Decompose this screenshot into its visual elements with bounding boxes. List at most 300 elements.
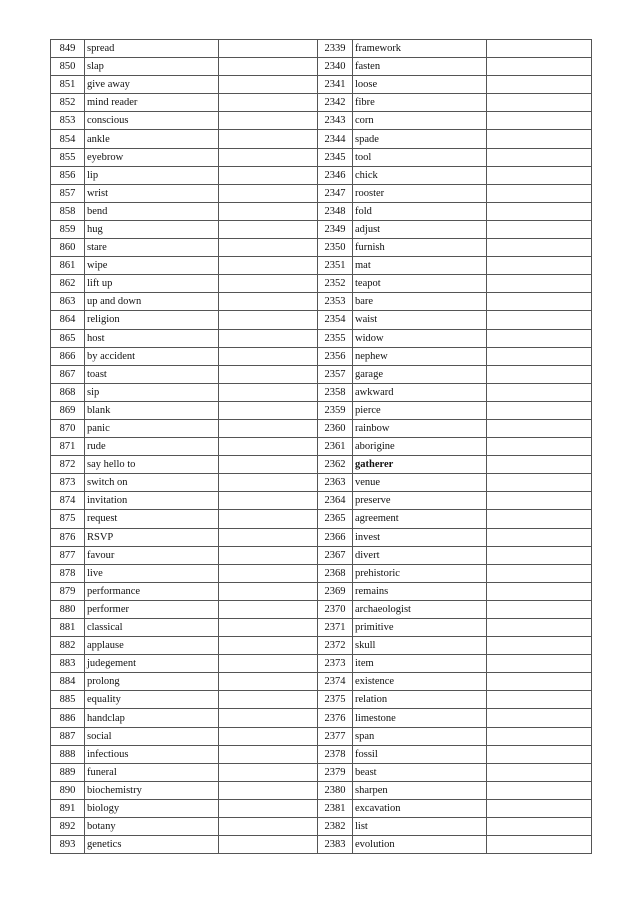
- left-word-cell: panic: [85, 419, 219, 437]
- right-word-cell: rainbow: [353, 419, 487, 437]
- left-number-cell: 886: [51, 709, 85, 727]
- left-number-cell: 891: [51, 799, 85, 817]
- right-number-cell: 2382: [318, 818, 353, 836]
- left-word-cell: conscious: [85, 112, 219, 130]
- left-word-cell: ankle: [85, 130, 219, 148]
- table-row: [51, 510, 592, 528]
- left-blank-cell: [219, 655, 318, 673]
- right-word-cell: span: [353, 727, 487, 745]
- left-blank-cell: [219, 347, 318, 365]
- left-word-cell: judegement: [85, 655, 219, 673]
- left-blank-cell: [219, 727, 318, 745]
- left-blank-cell: [219, 836, 318, 854]
- left-blank-cell: [219, 546, 318, 564]
- right-blank-cell: [487, 564, 592, 582]
- table-row: [51, 347, 592, 365]
- right-word-cell: list: [353, 818, 487, 836]
- left-number-cell: 857: [51, 184, 85, 202]
- right-blank-cell: [487, 130, 592, 148]
- right-word-cell: invest: [353, 528, 487, 546]
- right-word-cell: loose: [353, 76, 487, 94]
- left-word-cell: infectious: [85, 745, 219, 763]
- table-row: [51, 474, 592, 492]
- right-number-cell: 2356: [318, 347, 353, 365]
- vocabulary-table-body: [51, 40, 592, 854]
- right-number-cell: 2362: [318, 456, 353, 474]
- right-number-cell: 2351: [318, 257, 353, 275]
- right-blank-cell: [487, 202, 592, 220]
- left-number-cell: 870: [51, 419, 85, 437]
- left-number-cell: 849: [51, 40, 85, 58]
- right-number-cell: 2369: [318, 582, 353, 600]
- left-number-cell: 866: [51, 347, 85, 365]
- left-blank-cell: [219, 781, 318, 799]
- right-number-cell: 2361: [318, 438, 353, 456]
- left-number-cell: 893: [51, 836, 85, 854]
- left-number-cell: 876: [51, 528, 85, 546]
- right-blank-cell: [487, 709, 592, 727]
- right-word-cell: spade: [353, 130, 487, 148]
- right-word-cell: divert: [353, 546, 487, 564]
- left-number-cell: 889: [51, 763, 85, 781]
- left-blank-cell: [219, 401, 318, 419]
- left-blank-cell: [219, 239, 318, 257]
- right-word-cell: adjust: [353, 220, 487, 238]
- left-blank-cell: [219, 528, 318, 546]
- right-word-cell: gatherer: [353, 456, 487, 474]
- left-number-cell: 860: [51, 239, 85, 257]
- left-word-cell: wrist: [85, 184, 219, 202]
- right-word-cell: mat: [353, 257, 487, 275]
- table-row: [51, 637, 592, 655]
- right-word-cell: agreement: [353, 510, 487, 528]
- right-number-cell: 2353: [318, 293, 353, 311]
- left-number-cell: 869: [51, 401, 85, 419]
- right-word-cell: pierce: [353, 401, 487, 419]
- left-number-cell: 882: [51, 637, 85, 655]
- right-number-cell: 2360: [318, 419, 353, 437]
- left-number-cell: 864: [51, 311, 85, 329]
- left-number-cell: 855: [51, 148, 85, 166]
- left-word-cell: request: [85, 510, 219, 528]
- left-number-cell: 854: [51, 130, 85, 148]
- right-blank-cell: [487, 112, 592, 130]
- right-word-cell: fasten: [353, 58, 487, 76]
- right-number-cell: 2370: [318, 600, 353, 618]
- right-blank-cell: [487, 58, 592, 76]
- right-number-cell: 2354: [318, 311, 353, 329]
- right-blank-cell: [487, 275, 592, 293]
- right-number-cell: 2342: [318, 94, 353, 112]
- left-blank-cell: [219, 257, 318, 275]
- table-row: [51, 582, 592, 600]
- left-number-cell: 892: [51, 818, 85, 836]
- right-blank-cell: [487, 673, 592, 691]
- left-number-cell: 852: [51, 94, 85, 112]
- right-blank-cell: [487, 474, 592, 492]
- right-blank-cell: [487, 818, 592, 836]
- left-number-cell: 881: [51, 619, 85, 637]
- right-number-cell: 2355: [318, 329, 353, 347]
- left-word-cell: social: [85, 727, 219, 745]
- right-word-cell: corn: [353, 112, 487, 130]
- left-number-cell: 877: [51, 546, 85, 564]
- right-blank-cell: [487, 347, 592, 365]
- left-word-cell: switch on: [85, 474, 219, 492]
- left-number-cell: 853: [51, 112, 85, 130]
- right-blank-cell: [487, 727, 592, 745]
- table-row: [51, 528, 592, 546]
- table-row: [51, 148, 592, 166]
- table-row: [51, 818, 592, 836]
- right-word-cell: relation: [353, 691, 487, 709]
- right-word-cell: fibre: [353, 94, 487, 112]
- table-row: [51, 600, 592, 618]
- right-word-cell: existence: [353, 673, 487, 691]
- right-number-cell: 2346: [318, 166, 353, 184]
- left-blank-cell: [219, 582, 318, 600]
- right-number-cell: 2372: [318, 637, 353, 655]
- right-number-cell: 2371: [318, 619, 353, 637]
- table-row: [51, 293, 592, 311]
- left-word-cell: rude: [85, 438, 219, 456]
- left-number-cell: 862: [51, 275, 85, 293]
- left-word-cell: religion: [85, 311, 219, 329]
- left-word-cell: live: [85, 564, 219, 582]
- left-number-cell: 868: [51, 383, 85, 401]
- right-blank-cell: [487, 94, 592, 112]
- left-number-cell: 851: [51, 76, 85, 94]
- right-blank-cell: [487, 745, 592, 763]
- right-word-cell: chick: [353, 166, 487, 184]
- left-number-cell: 879: [51, 582, 85, 600]
- left-number-cell: 875: [51, 510, 85, 528]
- right-blank-cell: [487, 528, 592, 546]
- table-row: [51, 329, 592, 347]
- left-blank-cell: [219, 365, 318, 383]
- right-word-cell: teapot: [353, 275, 487, 293]
- right-word-cell: item: [353, 655, 487, 673]
- right-blank-cell: [487, 492, 592, 510]
- left-word-cell: host: [85, 329, 219, 347]
- left-blank-cell: [219, 112, 318, 130]
- right-blank-cell: [487, 311, 592, 329]
- left-word-cell: lip: [85, 166, 219, 184]
- right-number-cell: 2383: [318, 836, 353, 854]
- right-blank-cell: [487, 763, 592, 781]
- left-blank-cell: [219, 148, 318, 166]
- right-number-cell: 2365: [318, 510, 353, 528]
- right-blank-cell: [487, 220, 592, 238]
- right-number-cell: 2364: [318, 492, 353, 510]
- right-number-cell: 2348: [318, 202, 353, 220]
- right-blank-cell: [487, 383, 592, 401]
- left-number-cell: 871: [51, 438, 85, 456]
- left-number-cell: 873: [51, 474, 85, 492]
- left-blank-cell: [219, 619, 318, 637]
- right-blank-cell: [487, 546, 592, 564]
- right-blank-cell: [487, 691, 592, 709]
- table-row: [51, 419, 592, 437]
- left-word-cell: wipe: [85, 257, 219, 275]
- right-blank-cell: [487, 799, 592, 817]
- left-word-cell: bend: [85, 202, 219, 220]
- table-row: [51, 401, 592, 419]
- left-blank-cell: [219, 673, 318, 691]
- right-word-cell: widow: [353, 329, 487, 347]
- right-word-cell: rooster: [353, 184, 487, 202]
- right-blank-cell: [487, 600, 592, 618]
- left-blank-cell: [219, 763, 318, 781]
- table-row: [51, 257, 592, 275]
- left-blank-cell: [219, 40, 318, 58]
- left-blank-cell: [219, 58, 318, 76]
- table-row: [51, 456, 592, 474]
- table-row: [51, 691, 592, 709]
- left-word-cell: by accident: [85, 347, 219, 365]
- left-blank-cell: [219, 492, 318, 510]
- right-number-cell: 2368: [318, 564, 353, 582]
- table-row: [51, 275, 592, 293]
- right-number-cell: 2375: [318, 691, 353, 709]
- right-blank-cell: [487, 293, 592, 311]
- left-blank-cell: [219, 76, 318, 94]
- left-word-cell: mind reader: [85, 94, 219, 112]
- left-word-cell: botany: [85, 818, 219, 836]
- right-blank-cell: [487, 456, 592, 474]
- right-blank-cell: [487, 257, 592, 275]
- left-blank-cell: [219, 818, 318, 836]
- left-number-cell: 872: [51, 456, 85, 474]
- left-word-cell: spread: [85, 40, 219, 58]
- right-number-cell: 2339: [318, 40, 353, 58]
- table-row: [51, 40, 592, 58]
- right-number-cell: 2352: [318, 275, 353, 293]
- left-blank-cell: [219, 220, 318, 238]
- right-number-cell: 2363: [318, 474, 353, 492]
- right-word-cell: limestone: [353, 709, 487, 727]
- table-row: [51, 727, 592, 745]
- right-number-cell: 2350: [318, 239, 353, 257]
- right-blank-cell: [487, 401, 592, 419]
- right-number-cell: 2380: [318, 781, 353, 799]
- right-word-cell: garage: [353, 365, 487, 383]
- left-blank-cell: [219, 166, 318, 184]
- left-number-cell: 888: [51, 745, 85, 763]
- right-blank-cell: [487, 619, 592, 637]
- left-blank-cell: [219, 474, 318, 492]
- left-number-cell: 858: [51, 202, 85, 220]
- right-number-cell: 2376: [318, 709, 353, 727]
- table-row: [51, 311, 592, 329]
- left-word-cell: slap: [85, 58, 219, 76]
- left-number-cell: 880: [51, 600, 85, 618]
- right-number-cell: 2357: [318, 365, 353, 383]
- right-number-cell: 2379: [318, 763, 353, 781]
- right-blank-cell: [487, 148, 592, 166]
- right-word-cell: framework: [353, 40, 487, 58]
- left-number-cell: 890: [51, 781, 85, 799]
- left-word-cell: RSVP: [85, 528, 219, 546]
- right-number-cell: 2344: [318, 130, 353, 148]
- left-blank-cell: [219, 456, 318, 474]
- right-blank-cell: [487, 365, 592, 383]
- right-word-cell: venue: [353, 474, 487, 492]
- right-word-cell: excavation: [353, 799, 487, 817]
- table-row: [51, 709, 592, 727]
- left-word-cell: performance: [85, 582, 219, 600]
- right-word-cell: bare: [353, 293, 487, 311]
- left-word-cell: biochemistry: [85, 781, 219, 799]
- right-number-cell: 2373: [318, 655, 353, 673]
- left-word-cell: funeral: [85, 763, 219, 781]
- right-number-cell: 2377: [318, 727, 353, 745]
- left-number-cell: 859: [51, 220, 85, 238]
- left-blank-cell: [219, 184, 318, 202]
- left-blank-cell: [219, 419, 318, 437]
- table-row: [51, 202, 592, 220]
- table-row: [51, 130, 592, 148]
- left-blank-cell: [219, 311, 318, 329]
- left-number-cell: 885: [51, 691, 85, 709]
- table-row: [51, 94, 592, 112]
- left-number-cell: 861: [51, 257, 85, 275]
- right-number-cell: 2340: [318, 58, 353, 76]
- left-word-cell: sip: [85, 383, 219, 401]
- right-blank-cell: [487, 76, 592, 94]
- right-number-cell: 2347: [318, 184, 353, 202]
- right-blank-cell: [487, 781, 592, 799]
- left-word-cell: genetics: [85, 836, 219, 854]
- left-blank-cell: [219, 691, 318, 709]
- right-number-cell: 2343: [318, 112, 353, 130]
- right-blank-cell: [487, 419, 592, 437]
- left-word-cell: stare: [85, 239, 219, 257]
- table-row: [51, 220, 592, 238]
- right-word-cell: tool: [353, 148, 487, 166]
- left-blank-cell: [219, 202, 318, 220]
- table-row: [51, 564, 592, 582]
- right-blank-cell: [487, 166, 592, 184]
- left-blank-cell: [219, 94, 318, 112]
- left-blank-cell: [219, 510, 318, 528]
- left-word-cell: handclap: [85, 709, 219, 727]
- left-word-cell: favour: [85, 546, 219, 564]
- right-number-cell: 2358: [318, 383, 353, 401]
- table-row: [51, 673, 592, 691]
- right-number-cell: 2349: [318, 220, 353, 238]
- left-blank-cell: [219, 329, 318, 347]
- table-row: [51, 365, 592, 383]
- table-row: [51, 763, 592, 781]
- left-blank-cell: [219, 438, 318, 456]
- left-word-cell: blank: [85, 401, 219, 419]
- left-blank-cell: [219, 600, 318, 618]
- right-number-cell: 2378: [318, 745, 353, 763]
- left-blank-cell: [219, 383, 318, 401]
- right-word-cell: waist: [353, 311, 487, 329]
- left-number-cell: 867: [51, 365, 85, 383]
- right-blank-cell: [487, 510, 592, 528]
- right-word-cell: sharpen: [353, 781, 487, 799]
- left-number-cell: 884: [51, 673, 85, 691]
- left-number-cell: 865: [51, 329, 85, 347]
- right-blank-cell: [487, 184, 592, 202]
- right-blank-cell: [487, 582, 592, 600]
- table-row: [51, 438, 592, 456]
- table-row: [51, 655, 592, 673]
- right-word-cell: primitive: [353, 619, 487, 637]
- left-word-cell: applause: [85, 637, 219, 655]
- table-row: [51, 112, 592, 130]
- right-blank-cell: [487, 329, 592, 347]
- right-blank-cell: [487, 637, 592, 655]
- left-blank-cell: [219, 745, 318, 763]
- right-word-cell: preserve: [353, 492, 487, 510]
- left-blank-cell: [219, 564, 318, 582]
- left-word-cell: classical: [85, 619, 219, 637]
- right-number-cell: 2345: [318, 148, 353, 166]
- right-blank-cell: [487, 40, 592, 58]
- table-row: [51, 383, 592, 401]
- left-word-cell: toast: [85, 365, 219, 383]
- left-number-cell: 850: [51, 58, 85, 76]
- left-word-cell: up and down: [85, 293, 219, 311]
- table-row: [51, 546, 592, 564]
- left-blank-cell: [219, 275, 318, 293]
- vocabulary-table: [50, 39, 592, 854]
- table-row: [51, 745, 592, 763]
- left-word-cell: performer: [85, 600, 219, 618]
- table-row: [51, 836, 592, 854]
- left-blank-cell: [219, 293, 318, 311]
- left-number-cell: 887: [51, 727, 85, 745]
- left-number-cell: 883: [51, 655, 85, 673]
- left-word-cell: eyebrow: [85, 148, 219, 166]
- right-word-cell: archaeologist: [353, 600, 487, 618]
- left-blank-cell: [219, 637, 318, 655]
- left-number-cell: 878: [51, 564, 85, 582]
- table-row: [51, 58, 592, 76]
- left-blank-cell: [219, 799, 318, 817]
- table-row: [51, 619, 592, 637]
- right-number-cell: 2374: [318, 673, 353, 691]
- right-word-cell: remains: [353, 582, 487, 600]
- right-word-cell: skull: [353, 637, 487, 655]
- right-word-cell: evolution: [353, 836, 487, 854]
- table-row: [51, 239, 592, 257]
- right-number-cell: 2381: [318, 799, 353, 817]
- right-word-cell: awkward: [353, 383, 487, 401]
- left-word-cell: hug: [85, 220, 219, 238]
- table-row: [51, 492, 592, 510]
- left-word-cell: biology: [85, 799, 219, 817]
- right-word-cell: furnish: [353, 239, 487, 257]
- right-blank-cell: [487, 239, 592, 257]
- right-word-cell: beast: [353, 763, 487, 781]
- left-word-cell: say hello to: [85, 456, 219, 474]
- left-word-cell: give away: [85, 76, 219, 94]
- right-word-cell: fossil: [353, 745, 487, 763]
- right-word-cell: fold: [353, 202, 487, 220]
- right-number-cell: 2366: [318, 528, 353, 546]
- table-row: [51, 184, 592, 202]
- left-number-cell: 856: [51, 166, 85, 184]
- right-word-cell: prehistoric: [353, 564, 487, 582]
- right-word-cell: nephew: [353, 347, 487, 365]
- right-number-cell: 2359: [318, 401, 353, 419]
- table-row: [51, 166, 592, 184]
